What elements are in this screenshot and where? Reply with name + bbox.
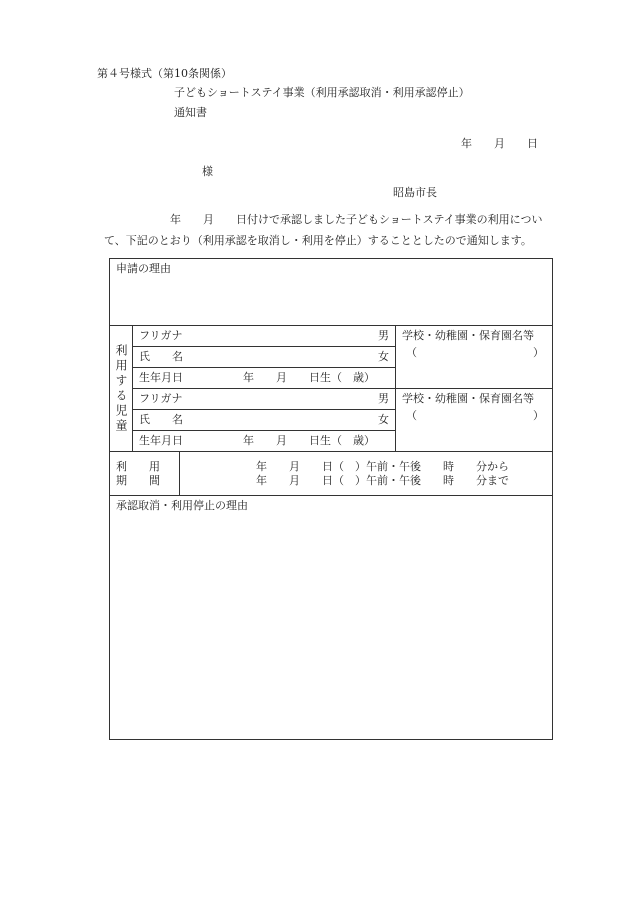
issue-date: 年 月 日	[461, 137, 538, 150]
birth-label: 生年月日	[139, 434, 183, 447]
child-label-cell	[110, 326, 133, 452]
name-row	[133, 347, 396, 368]
period-to: 年 月 日（ ）午前・午後 時 分まで	[256, 473, 509, 487]
body-text-line2: て、下記のとおり（利用承認を取消し・利用を停止）することとしたので通知します。	[104, 234, 532, 247]
period-label-cell	[110, 452, 180, 496]
male-option: 男	[378, 392, 389, 405]
male-option: 男	[378, 329, 389, 342]
birth-label: 生年月日	[139, 371, 183, 384]
school-paren-close: ）	[533, 409, 545, 422]
form-number: 第４号様式（第10条関係）	[97, 67, 232, 80]
birth-format: 年 月 日生（ 歳）	[243, 434, 375, 447]
birth-row	[133, 431, 396, 452]
female-option: 女	[378, 350, 389, 363]
period-label-line1: 利 用	[116, 459, 160, 473]
birth-format: 年 月 日生（ 歳）	[243, 371, 375, 384]
period-label-line2: 期 間	[116, 473, 160, 487]
body-text-line1: 年 月 日付けで承認しました子どもショートステイ事業の利用につい	[170, 213, 543, 226]
name-label: 氏 名	[139, 413, 183, 426]
school-cell	[396, 326, 553, 389]
school-paren-open: （	[406, 346, 417, 359]
school-label: 学校・幼稚園・保育園名等	[402, 392, 534, 405]
child-label: 利用する児童	[114, 343, 128, 434]
document-subtitle: 通知書	[174, 106, 207, 119]
furigana-label: フリガナ	[139, 329, 183, 342]
reason-label: 申請の理由	[116, 262, 171, 275]
document-title: 子どもショートステイ事業（利用承認取消・利用承認停止）	[174, 86, 470, 99]
furigana-label: フリガナ	[139, 392, 183, 405]
reason-cell	[110, 259, 553, 326]
name-row	[133, 410, 396, 431]
period-from: 年 月 日（ ）午前・午後 時 分から	[256, 459, 509, 473]
school-paren-open: （	[406, 409, 417, 422]
birth-row	[133, 368, 396, 389]
notification-form	[109, 258, 553, 740]
addressee-suffix: 様	[202, 165, 213, 178]
school-label: 学校・幼稚園・保育園名等	[402, 329, 534, 342]
cancel-reason-label: 承認取消・利用停止の理由	[116, 499, 248, 512]
issuer: 昭島市長	[393, 186, 437, 199]
cancel-reason-cell	[110, 496, 553, 740]
school-paren-close: ）	[533, 346, 545, 359]
furigana-row	[133, 326, 396, 347]
furigana-row	[133, 389, 396, 410]
school-cell	[396, 389, 553, 452]
female-option: 女	[378, 413, 389, 426]
name-label: 氏 名	[139, 350, 183, 363]
period-values-cell	[180, 452, 553, 496]
